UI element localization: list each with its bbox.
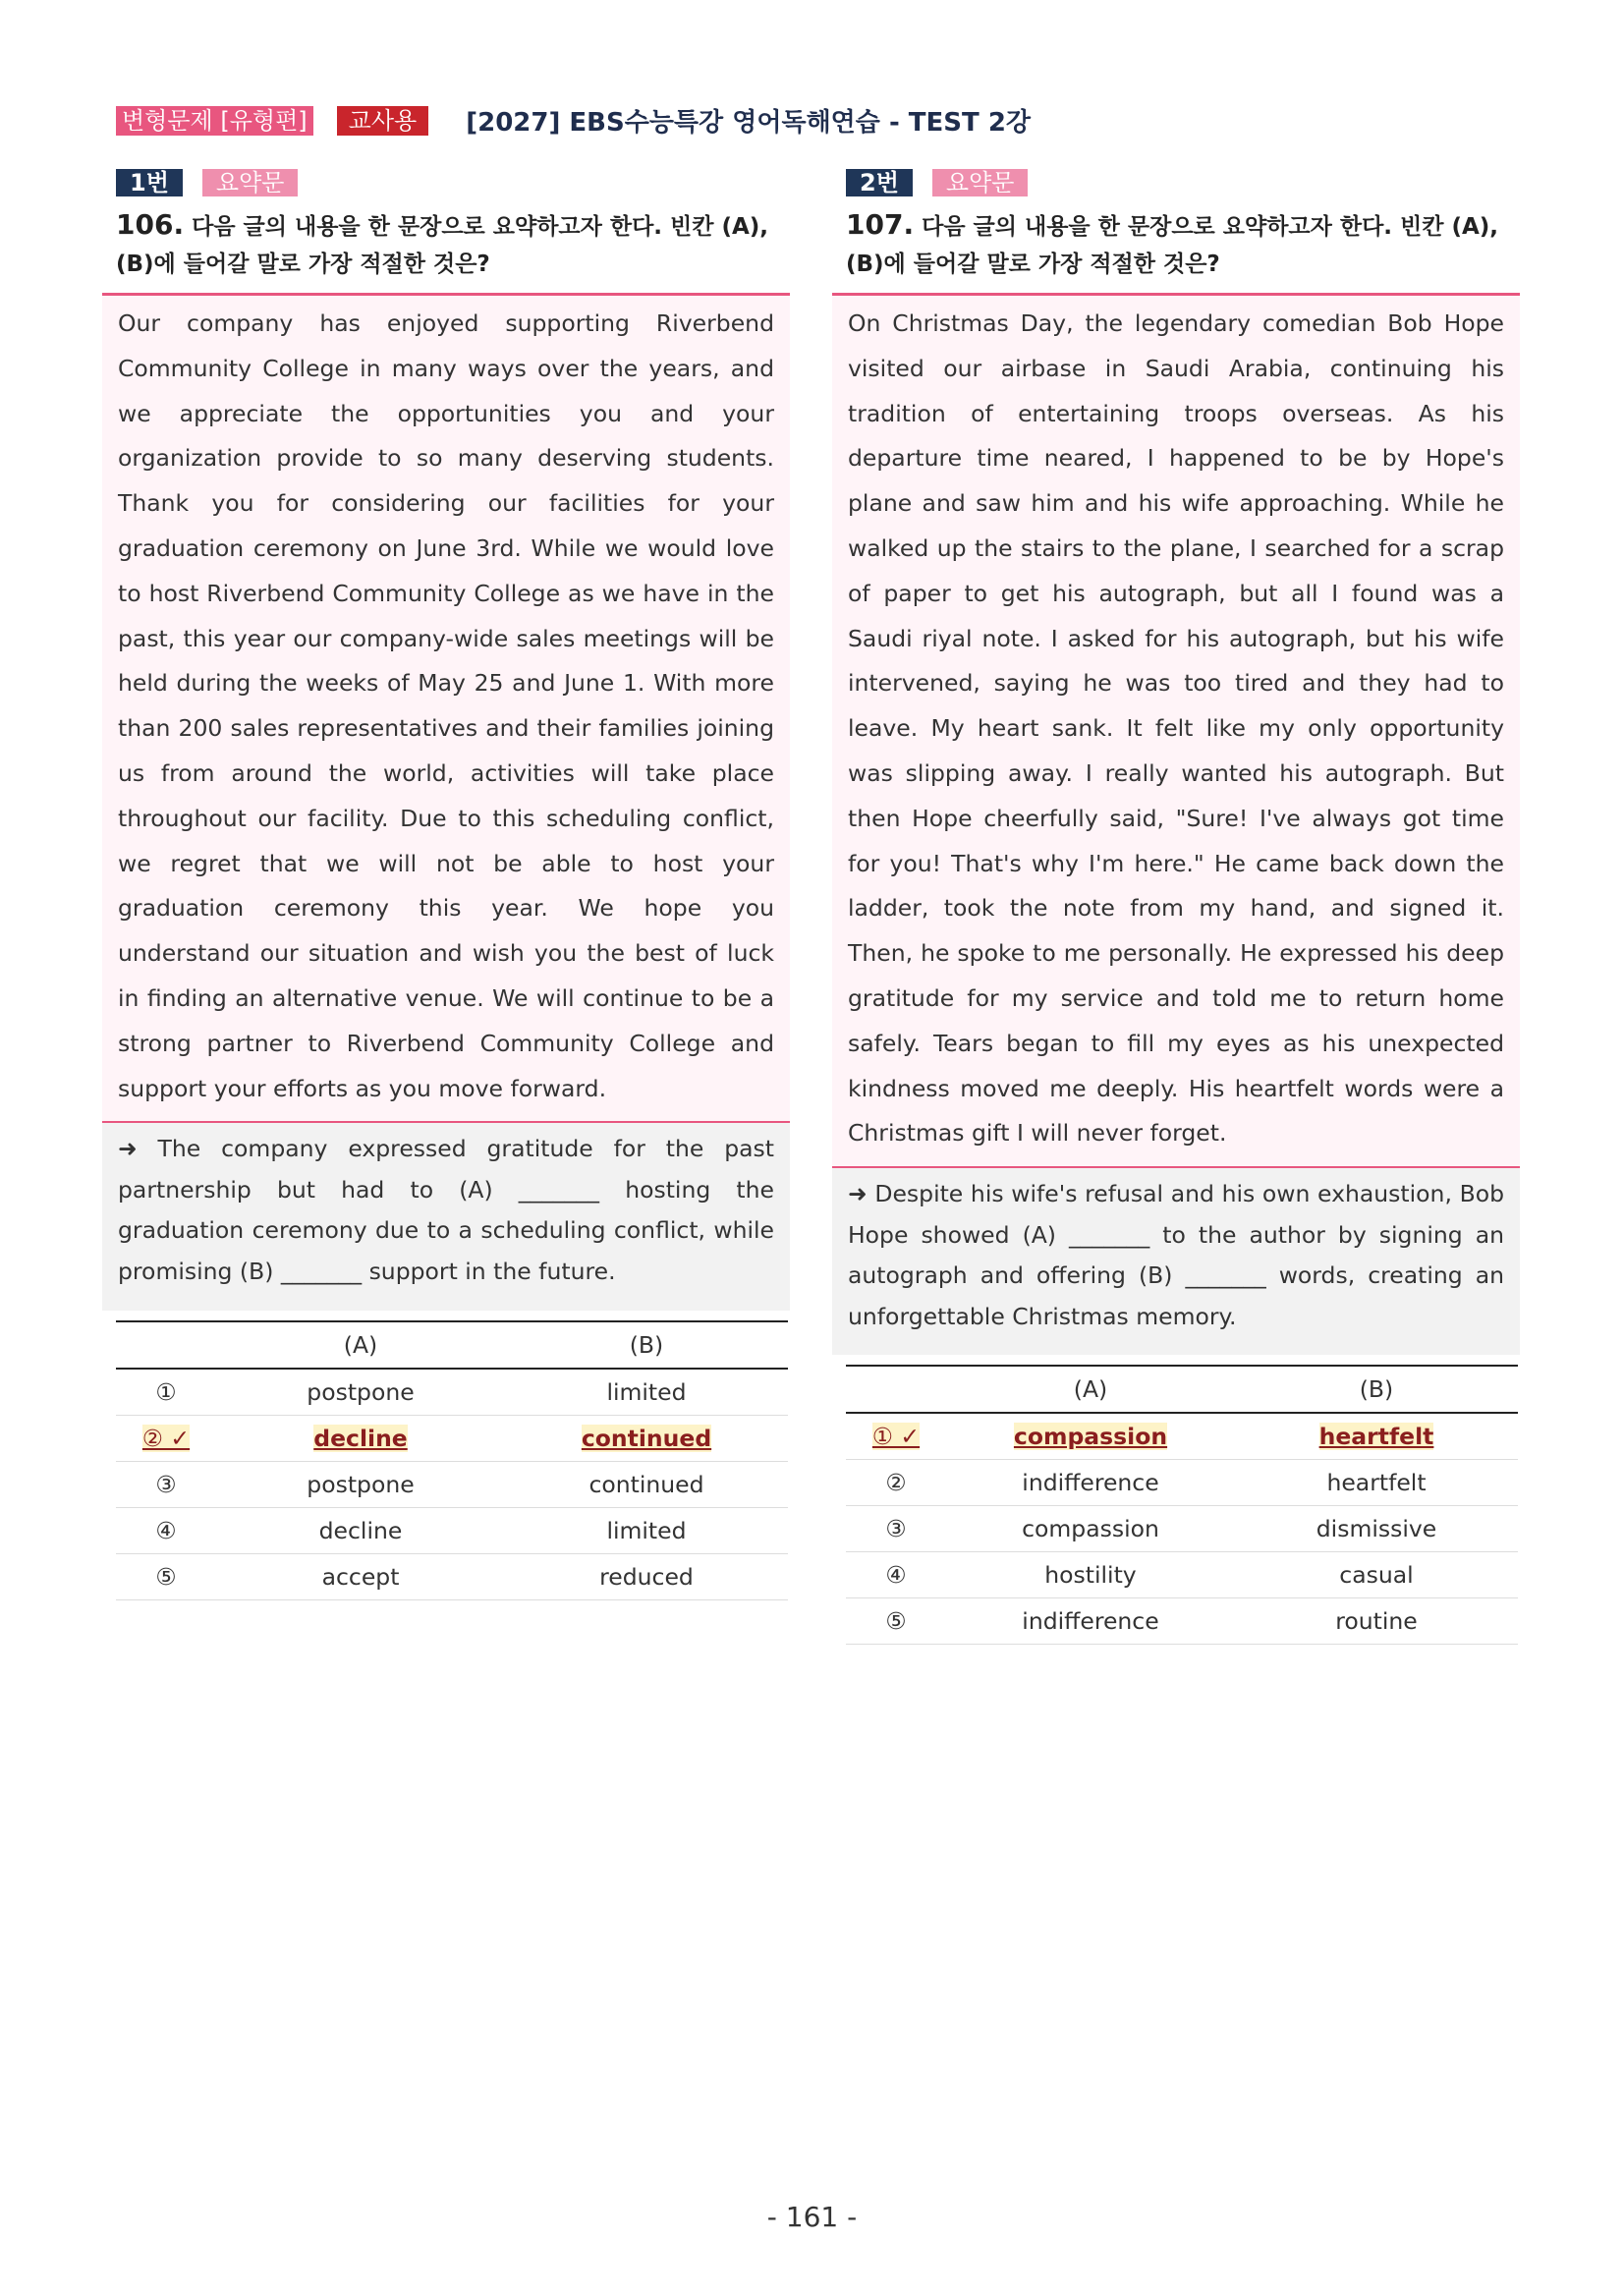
question-1-column: [102, 169, 790, 1600]
choice-number: ⑤: [846, 1598, 946, 1645]
choice-number: ②: [846, 1460, 946, 1506]
page-title: [2027] EBS수능특강 영어독해연습 - TEST 2강: [466, 108, 1032, 138]
question-1-labels: [116, 169, 790, 196]
choice-number: ⑤: [116, 1554, 216, 1600]
passage-text: Our company has enjoyed supporting Riverbend Community College in many ways over the years, and we appreciate the opportunities you and your organization provide to so many deserving students. Thank you for considering our facilities for your graduation ceremony on June 3rd. While we would love to host Riverbend Community College as we have in the past, this year our company-wide sales meetings will be held during the weeks of May 25 and June 1. With more than 200 sales representatives and their families joining us from around the world, activities will take place throughout our facility. Due to this scheduling conflict, we regret that we will not be able to host your graduation ceremony this year. We hope you understand our situation and wish you the best of luck in finding an alternative venue. We will continue to be a strong partner to Riverbend Community College and support your efforts as you move forward.: [102, 293, 790, 1123]
question-prompt: [846, 206, 1514, 283]
choice-a: postpone: [216, 1369, 505, 1416]
choice-b: continued: [505, 1462, 788, 1508]
page-header: [116, 102, 1031, 139]
choice-number: ①: [116, 1369, 216, 1416]
choice-number: ④: [846, 1552, 946, 1598]
choice-a: indifference: [946, 1598, 1235, 1645]
passage-text: On Christmas Day, the legendary comedian Bob Hope visited our airbase in Saudi Arabia, continuing his tradition of entertaining troops overseas. As his departure time neared, I happened to be by Hope's plane and saw him and his wife approaching. While he walked up the stairs to the plane, I searched for a scrap of paper to get his autograph, but all I found was a Saudi riyal note. I asked for his autograph, but his wife intervened, saying he was too tired and they had to leave. My heart sank. It felt like my only opportunity was slipping away. I really wanted his autograph. But then Hope cheerfully said, "Sure! I've always got time for you! That's why I'm here." He came back down the ladder, took the note from my hand, and signed it. Then, he spoke to me personally. He expressed his deep gratitude for my service and told me to return home safely. Tears began to fill my eyes as his unexpected kindness moved me deeply. His heartfelt words were a Christmas gift I will never forget.: [832, 293, 1520, 1168]
choice-row[interactable]: [116, 1369, 788, 1416]
column-header-b: (B): [505, 1321, 788, 1369]
choice-a: accept: [216, 1554, 505, 1600]
choice-b: reduced: [505, 1554, 788, 1600]
choice-row[interactable]: [116, 1508, 788, 1554]
choice-b: limited: [505, 1508, 788, 1554]
choice-number: ③: [116, 1462, 216, 1508]
choice-b: dismissive: [1235, 1506, 1518, 1552]
column-header-num: [846, 1366, 946, 1413]
choice-a: decline: [216, 1508, 505, 1554]
choice-a: compassion: [946, 1413, 1235, 1460]
column-header-a: (A): [216, 1321, 505, 1369]
choice-row[interactable]: [846, 1598, 1518, 1645]
question-text: 다음 글의 내용을 한 문장으로 요약하고자 한다. 빈칸 (A), (B)에 들어갈 말로 가장 적절한 것은?: [846, 214, 1499, 277]
choice-a: indifference: [946, 1460, 1235, 1506]
choice-b: heartfelt: [1235, 1460, 1518, 1506]
choice-row-correct[interactable]: [116, 1416, 788, 1462]
question-number-badge: 2번: [846, 169, 913, 196]
column-header-a: (A): [946, 1366, 1235, 1413]
choice-b: routine: [1235, 1598, 1518, 1645]
choice-a: compassion: [946, 1506, 1235, 1552]
question-number-badge: 1번: [116, 169, 183, 196]
choice-b: limited: [505, 1369, 788, 1416]
choice-number: ① ✓: [846, 1413, 946, 1460]
choice-number: ③: [846, 1506, 946, 1552]
choice-b: continued: [505, 1416, 788, 1462]
choice-row-correct[interactable]: [846, 1413, 1518, 1460]
column-header-num: [116, 1321, 216, 1369]
question-text: 다음 글의 내용을 한 문장으로 요약하고자 한다. 빈칸 (A), (B)에 들어갈 말로 가장 적절한 것은?: [116, 214, 769, 277]
page-number: - 161 -: [766, 2201, 858, 2233]
question-type-badge: 요약문: [932, 169, 1029, 196]
answer-choices-table: [116, 1320, 788, 1600]
choice-a: hostility: [946, 1552, 1235, 1598]
choice-a: decline: [216, 1416, 505, 1462]
choice-number: ② ✓: [116, 1416, 216, 1462]
choice-a: postpone: [216, 1462, 505, 1508]
choice-row[interactable]: [116, 1554, 788, 1600]
question-number: 107.: [846, 208, 915, 241]
question-number: 106.: [116, 208, 185, 241]
choice-b: casual: [1235, 1552, 1518, 1598]
question-2-column: [832, 169, 1520, 1645]
choice-number: ④: [116, 1508, 216, 1554]
choice-row[interactable]: [846, 1460, 1518, 1506]
question-2-labels: [846, 169, 1520, 196]
column-header-b: (B): [1235, 1366, 1518, 1413]
choice-row[interactable]: [846, 1552, 1518, 1598]
question-type-badge: 요약문: [202, 169, 299, 196]
answer-choices-table: [846, 1365, 1518, 1645]
question-prompt: [116, 206, 784, 283]
choice-row[interactable]: [116, 1462, 788, 1508]
variant-problem-tag: 변형문제 [유형편]: [116, 106, 313, 136]
teacher-edition-tag: 교사용: [337, 106, 429, 136]
summary-sentence: ➜ The company expressed gratitude for the past partnership but had to (A) _______ hosting the graduation ceremony due to a scheduling conflict, while promising (B) _______ support in the future.: [102, 1123, 790, 1311]
choice-row[interactable]: [846, 1506, 1518, 1552]
choice-b: heartfelt: [1235, 1413, 1518, 1460]
summary-sentence: ➜ Despite his wife's refusal and his own exhaustion, Bob Hope showed (A) _______ to the author by signing an autograph and offering (B) _______ words, creating an unforgettable Christmas memory.: [832, 1168, 1520, 1355]
